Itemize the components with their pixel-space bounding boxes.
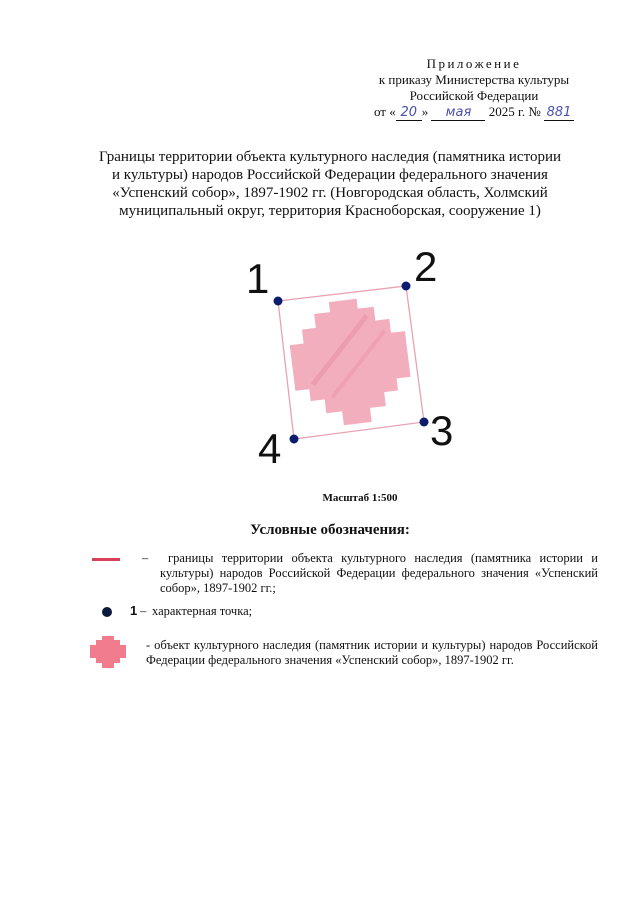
- legend-object-symbol: [86, 636, 130, 668]
- title-line-4: муниципальный округ, территория Красноборская, сооружение 1): [119, 203, 541, 219]
- legend-object-text: - объект культурного наследия (памятник истории и культуры) народов Российской Федерации федерального значения «Успенский собор», 1897-1902 гг.: [146, 638, 598, 667]
- date-month: мая: [431, 106, 485, 121]
- point-2-marker: [402, 282, 411, 291]
- legend-boundary-symbol: [92, 558, 120, 561]
- point-1-marker: [274, 297, 283, 306]
- legend-point-dash: –: [140, 604, 147, 618]
- title-line-1: Границы территории объекта культурного наследия (памятника истории: [98, 149, 562, 165]
- legend-point-text: характерная точка;: [152, 604, 253, 618]
- title-line-3: «Успенский собор», 1897-1902 гг. (Новгородская область, Холмский: [112, 185, 548, 201]
- point-label-4: 4: [258, 425, 282, 472]
- legend-boundary-text: границы территории объекта культурного наследия (памятника истории и культуры) народов Российской Федерации федерального значения «Успенский собор», 1897-1902 гг.;: [160, 551, 598, 595]
- date-prefix: от «: [373, 104, 396, 119]
- map-scale: Масштаб 1:500: [322, 492, 398, 504]
- legend-point-number: 1: [130, 603, 138, 618]
- title-line-2: и культуры) народов Российской Федерации федерального значения: [112, 167, 548, 183]
- ministry-line: Российской Федерации: [409, 88, 539, 103]
- point-label-2: 2: [414, 243, 438, 290]
- legend-point-symbol: [102, 607, 112, 617]
- appendix-label: Приложение: [426, 56, 522, 71]
- legend-boundary-dash: –: [142, 551, 149, 565]
- order-line: к приказу Министерства культуры: [378, 72, 570, 87]
- point-label-1: 1: [246, 255, 270, 302]
- point-3-marker: [420, 418, 429, 427]
- date-year: 2025 г. №: [488, 104, 541, 119]
- legend-title: Условные обозначения:: [250, 522, 410, 538]
- point-label-3: 3: [430, 407, 454, 454]
- point-4-marker: [290, 435, 299, 444]
- order-number: 881: [544, 106, 574, 121]
- date-mid: »: [421, 104, 429, 119]
- date-day: 20: [396, 106, 422, 121]
- heritage-object-footprint: [285, 293, 415, 430]
